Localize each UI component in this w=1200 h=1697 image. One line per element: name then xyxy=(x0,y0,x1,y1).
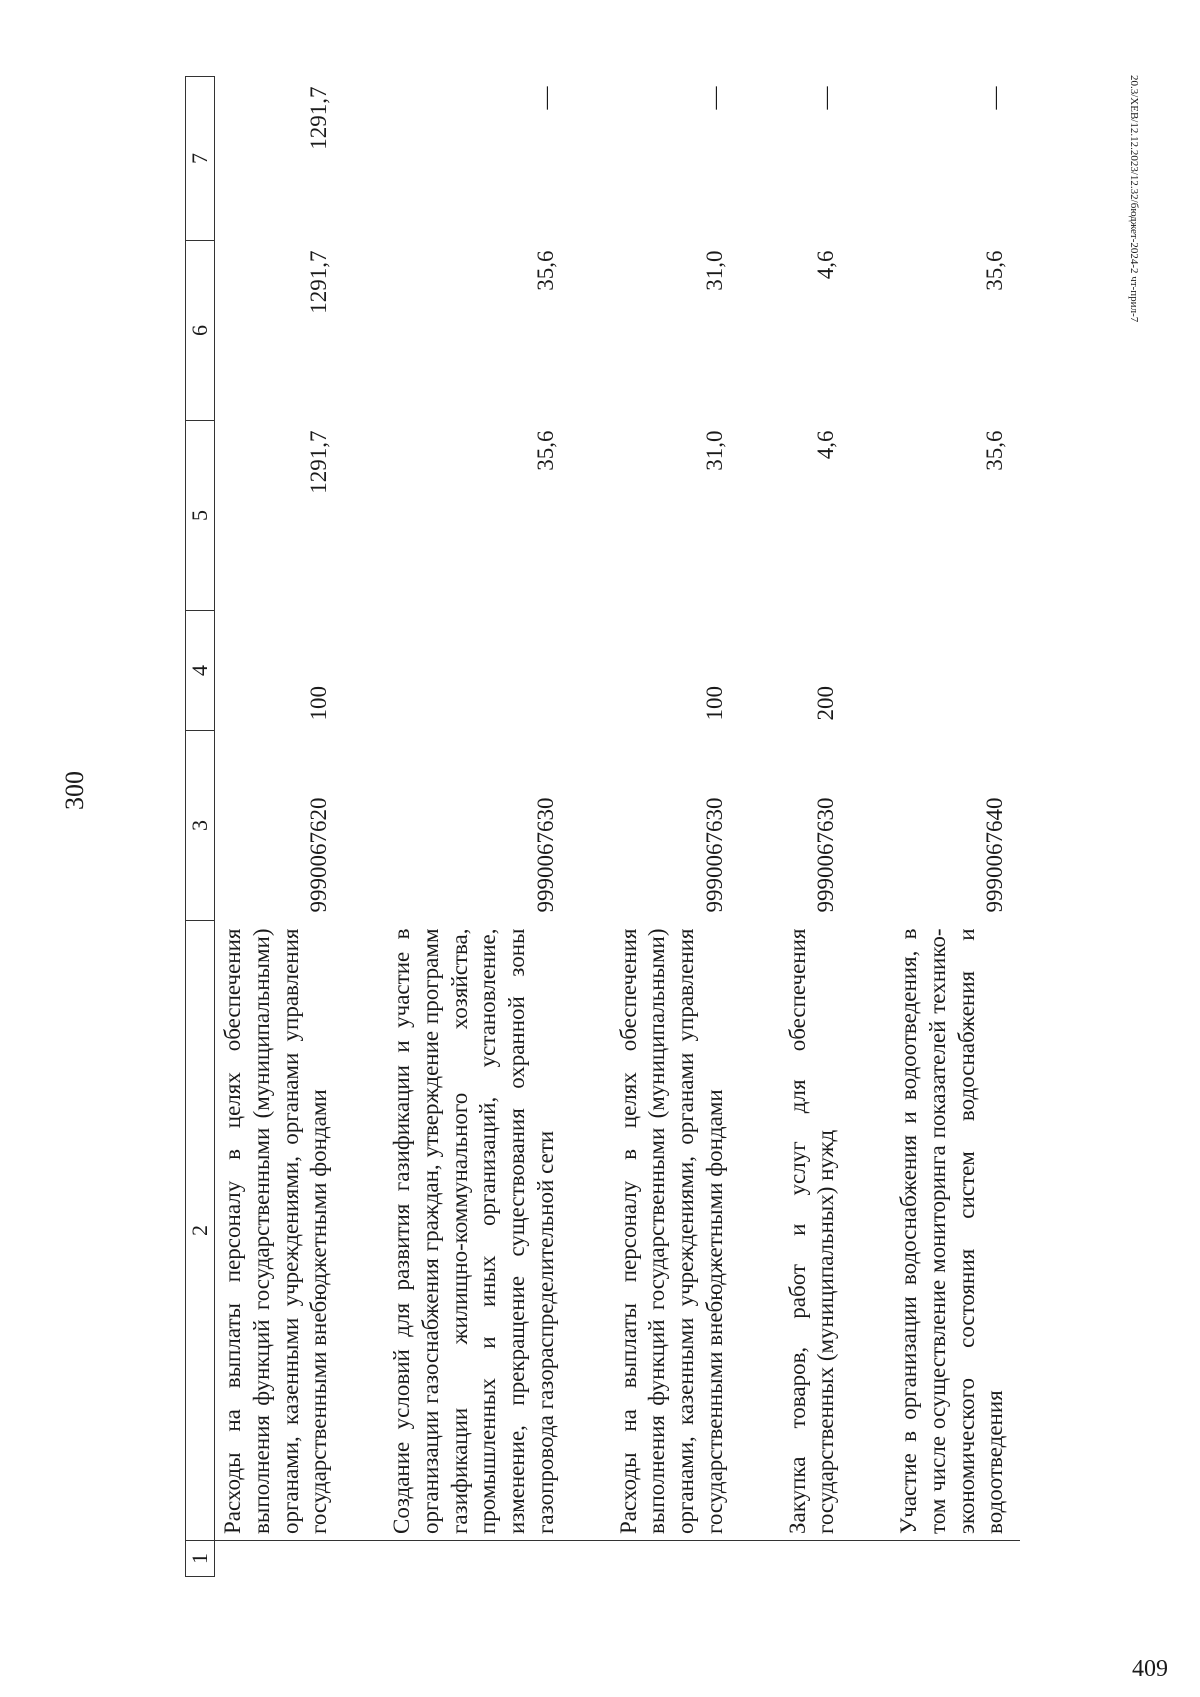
amount-col5-cell: 35,6 xyxy=(982,430,1008,471)
amount-col6-cell: 1291,7 xyxy=(306,250,332,314)
target-code-cell: 9990067630 xyxy=(701,797,727,913)
column-header-1: 1 xyxy=(186,1541,215,1577)
column-header-5: 5 xyxy=(186,421,215,611)
target-code-cell: 9990067620 xyxy=(306,797,332,913)
amount-col5-cell: 4,6 xyxy=(813,430,839,460)
amount-col5-cell: 31,0 xyxy=(701,430,727,471)
amount-col7-cell: — xyxy=(701,86,727,110)
expense-type-cell: 200 xyxy=(813,686,839,721)
description-cell: Закупка товаров, работ и услуг для обеспечения государственных (муниципальных) нужд xyxy=(780,921,852,1541)
column-header-3: 3 xyxy=(186,731,215,921)
amount-col7-cell: — xyxy=(532,86,558,110)
budget-table xyxy=(185,76,1020,1577)
table-row xyxy=(891,77,1020,1577)
row-number-cell xyxy=(611,1541,740,1577)
amount-col6-cell: 4,6 xyxy=(813,250,839,280)
amount-col6-cell: 35,6 xyxy=(982,250,1008,291)
column-header-2: 2 xyxy=(186,921,215,1541)
description-cell: Расходы на выплаты персоналу в целях обеспечения выполнения функций государственными (муниципальными) органами, казенными учреждениями, органами управления государственными внебюджетными фондами xyxy=(611,921,740,1541)
target-code-cell: 9990067630 xyxy=(813,797,839,913)
row-number-cell xyxy=(384,1541,571,1577)
amount-col7-cell: — xyxy=(813,86,839,110)
table-header-row xyxy=(186,77,215,1577)
row-spacer xyxy=(571,77,611,1577)
column-header-6: 6 xyxy=(186,241,215,421)
sheet-number: 409 xyxy=(1132,1656,1168,1682)
table-row xyxy=(611,77,740,1577)
amount-col6-cell: 31,0 xyxy=(701,250,727,291)
expense-type-cell: 100 xyxy=(701,686,727,721)
budget-table-rotated xyxy=(185,77,1055,1577)
column-header-7: 7 xyxy=(186,77,215,241)
document-footer-code: 20.3/XEB/12.12.2023/12.32/бюджет-2024-2 чт-прил-7 xyxy=(1128,75,1140,323)
description-cell: Участие в организации водоснабжения и водоотведения, в том числе осуществление мониторинга показателей технико-экономического состояния систем водоснабжения и водоотведения xyxy=(891,921,1020,1541)
amount-col7-cell: 1291,7 xyxy=(306,86,332,150)
amount-col7-cell: — xyxy=(982,86,1008,110)
table-row xyxy=(384,77,571,1577)
target-code-cell: 9990067640 xyxy=(982,797,1008,913)
page-number: 300 xyxy=(60,771,89,810)
row-number-cell xyxy=(891,1541,1020,1577)
amount-col5-cell: 1291,7 xyxy=(306,430,332,494)
row-number-cell xyxy=(780,1541,852,1577)
table-row xyxy=(780,77,852,1577)
expense-type-cell xyxy=(384,611,571,731)
amount-col5-cell: 35,6 xyxy=(532,430,558,471)
row-number-cell xyxy=(215,1541,345,1577)
description-cell: Создание условий для развития газификации и участие в организации газоснабжения граждан, утверждение программ газификации жилищно-коммунального хозяйства, промышленных и иных организаций, установление, изменение, прекращение существования охранной зоны газопровода газораспределительной сети xyxy=(384,921,571,1541)
row-spacer xyxy=(851,77,891,1577)
row-spacer xyxy=(740,77,780,1577)
expense-type-cell: 100 xyxy=(306,686,332,721)
expense-type-cell xyxy=(891,611,1020,731)
column-header-4: 4 xyxy=(186,611,215,731)
table-row xyxy=(215,77,345,1577)
row-spacer xyxy=(344,77,384,1577)
description-cell: Расходы на выплаты персоналу в целях обеспечения выполнения функций государственными (муниципальными) органами, казенными учреждениями, органами управления государственными внебюджетными фондами xyxy=(215,921,345,1541)
target-code-cell: 9990067630 xyxy=(532,797,558,913)
amount-col6-cell: 35,6 xyxy=(532,250,558,291)
